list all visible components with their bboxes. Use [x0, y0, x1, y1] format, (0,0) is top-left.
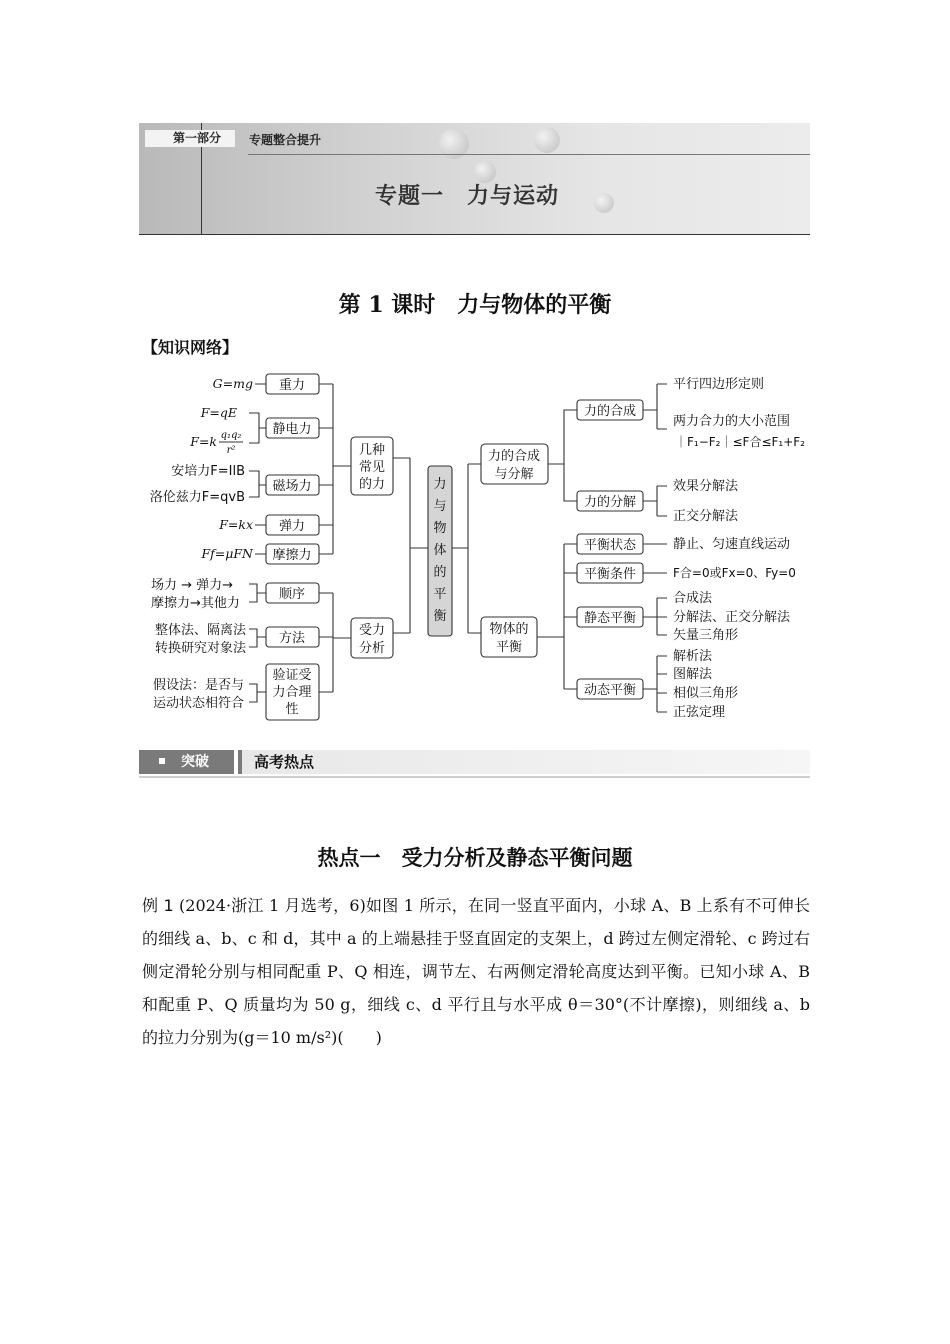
dynamic-item: 正弦定理: [673, 705, 726, 720]
analysis-label: 性: [285, 702, 299, 717]
forces-box-line: 的力: [358, 477, 386, 492]
force-label: 摩擦力: [272, 548, 312, 563]
dynamic-item: 解析法: [673, 649, 713, 664]
analysis-box-line: 受力: [358, 623, 386, 638]
center-char: 与: [433, 499, 447, 514]
balance-box-line: 物体的: [489, 622, 529, 637]
bar-left-label: 突破: [181, 754, 209, 770]
dynamic-bracket: [643, 656, 667, 712]
decomposition-item: 正交分解法: [673, 509, 739, 524]
formula-friction: Ff=μFN: [201, 546, 253, 561]
compose-box-line: 力的合成: [487, 449, 541, 464]
chapter-title: 专题一 力与运动: [375, 184, 560, 209]
analysis-label: 顺序: [278, 587, 306, 602]
analysis-box-line: 分析: [358, 641, 386, 656]
part-subtitle: 专题整合提升: [249, 133, 322, 147]
synthesis-item: ｜F₁−F₂｜≤F合≤F₁+F₂: [675, 435, 805, 449]
condition-note: F合=0或Fx=0、Fy=0: [673, 566, 796, 580]
formula-electric-field: F=qE: [200, 405, 237, 420]
analysis-note: 场力 → 弹力→: [151, 578, 234, 593]
forces-box-line: 常见: [358, 460, 386, 475]
center-char: 衡: [433, 609, 447, 624]
center-char: 体: [433, 543, 447, 558]
state-label: 平衡状态: [583, 538, 637, 553]
balance-box-line: 平衡: [495, 640, 523, 655]
synthesis-label: 力的合成: [583, 404, 637, 419]
condition-label: 平衡条件: [583, 567, 637, 582]
force-label: 静电力: [272, 422, 312, 437]
state-note: 静止、匀速直线运动: [673, 537, 791, 552]
analysis-note: 转换研究对象法: [155, 641, 247, 656]
chapter-banner: [139, 123, 810, 235]
force-label: 磁场力: [272, 479, 312, 494]
molecule-decoration: [594, 193, 614, 213]
formula-coulomb: F=k: [190, 434, 217, 449]
square-bullet-icon: [159, 758, 165, 764]
decomposition-label: 力的分解: [583, 495, 637, 510]
formula-coulomb-den: r²: [226, 445, 236, 456]
center-char: 的: [433, 565, 447, 580]
synthesis-item: 两力合力的大小范围: [673, 414, 791, 429]
analysis-note: 整体法、隔离法: [155, 623, 247, 638]
formula-coulomb-num: q₁q₂: [220, 430, 242, 441]
analysis-note: 假设法：是否与: [153, 678, 245, 693]
formula-elastic: F=kx: [219, 517, 253, 532]
center-char: 物: [433, 521, 447, 536]
compose-box-line: 与分解: [494, 467, 534, 482]
analysis-bracket: [319, 593, 351, 692]
analysis-label: 验证受: [272, 668, 312, 683]
decomposition-item: 效果分解法: [673, 479, 739, 494]
state-connector: [643, 544, 667, 573]
hotspot-title: 热点一 受力分析及静态平衡问题: [317, 845, 633, 870]
section-bar: [139, 749, 810, 777]
center-char: 平: [433, 587, 447, 602]
analysis-label: 方法: [278, 631, 306, 646]
section-label: 【知识网络】: [142, 338, 239, 357]
part-label: 第一部分: [145, 130, 235, 147]
knowledge-mindmap: [139, 368, 811, 728]
balance-connector: [537, 544, 577, 689]
force-label: 重力: [278, 378, 306, 393]
example-label: 例 1: [142, 896, 174, 915]
lesson-title: 第 1 课时 力与物体的平衡: [338, 292, 612, 318]
static-item: 分解法、正交分解法: [673, 610, 791, 625]
formula-lorentz: 洛伦兹力F=qvB: [149, 490, 245, 505]
bar-right: 高考热点: [238, 750, 810, 774]
static-label: 静态平衡: [583, 611, 637, 626]
static-item: 合成法: [673, 591, 713, 606]
center-char: 力: [433, 477, 447, 492]
dynamic-item: 图解法: [673, 667, 713, 682]
force-label: 弹力: [278, 519, 306, 534]
compose-connector: [548, 410, 577, 501]
analysis-note: 摩擦力→其他力: [151, 596, 240, 611]
static-item: 矢量三角形: [673, 628, 739, 643]
example-paragraph: [142, 889, 810, 1054]
synthesis-item: 平行四边形定则: [673, 377, 765, 392]
compose-bracket: [643, 384, 667, 516]
banner-rule: [248, 154, 810, 155]
example-text: (2024·浙江 1 月选考，6)如图 1 所示，在同一竖直平面内，小球 A、B 上系有不可伸长的细线 a、b、c 和 d，其中 a 的上端悬挂于竖直固定的支架上，d 跨过左侧定滑轮、c 跨过右侧定滑轮分别与相同配重 P、Q 相连，调节左、右两侧定滑轮高度达到平衡。已知小球 A、B 和配重 P、Q 质量均为 50 g，细线 c、d 平行且与水平成 θ＝30°(不计摩擦)，则细线 a、b 的拉力分别为(g＝10 m/s²)( ): [142, 896, 810, 1047]
analysis-label: 力合理: [272, 685, 312, 700]
formula-gravity: G=mg: [212, 376, 253, 391]
bar-left: [139, 750, 234, 774]
dynamic-item: 相似三角形: [673, 686, 739, 701]
formula-ampere: 安培力F=IlB: [171, 464, 245, 479]
analysis-note-connector: [249, 584, 266, 702]
dynamic-label: 动态平衡: [583, 683, 637, 698]
forces-bracket: [319, 384, 351, 554]
bar-underline: [139, 776, 810, 778]
static-bracket: [643, 598, 667, 635]
molecule-decoration: [534, 127, 560, 153]
analysis-note: 运动状态相符合: [153, 696, 245, 711]
forces-box-line: 几种: [358, 443, 386, 458]
